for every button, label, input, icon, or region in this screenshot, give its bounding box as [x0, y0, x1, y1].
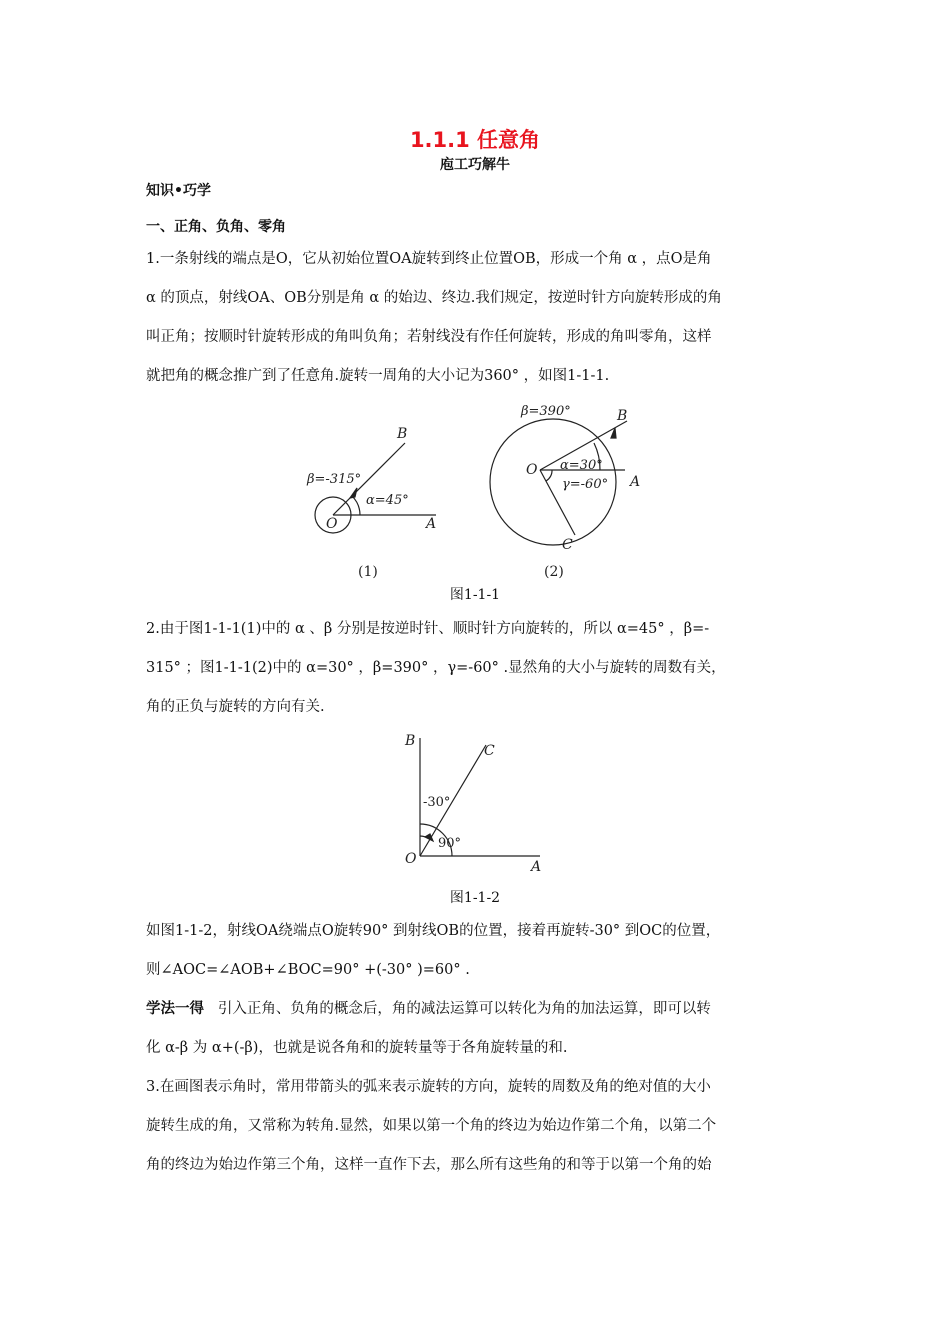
fig1-sublabel-2: (2) [544, 564, 564, 580]
paragraph-1-line: 就把角的概念推广到了任意角.旋转一周角的大小记为360° ，如图1-1-1. [146, 368, 610, 384]
fig2-label-neg30: -30° [423, 795, 451, 810]
paragraph-1-line: 叫正角；按顺时针旋转形成的角叫负角；若射线没有作任何旋转，形成的角叫零角，这样 [146, 329, 712, 345]
fig2-label-a: A [531, 859, 542, 875]
fig1-right-label-b: B [617, 408, 628, 424]
paragraph-4-line: 3.在画图表示角时，常用带箭头的弧来表示旋转的方向，旋转的周数及角的绝对值的大小 [146, 1079, 711, 1095]
paragraph-2-line: 315° ；图1-1-1(2)中的 α=30° ，β=390° ，γ=-60° .显然角的大小与旋转的周数有关， [146, 660, 726, 676]
fig2-label-c: C [484, 743, 495, 759]
page-title: 1.1.1 任意角 [409, 128, 541, 152]
fig1-right-label-a: A [630, 474, 641, 490]
fig1-left-label-b: B [397, 426, 408, 442]
study-tip-label: 学法一得 [146, 1001, 204, 1017]
study-tip-line-2: 化 α-β 为 α+(-β)，也就是说各角和的旋转量等于各角旋转量的和. [146, 1040, 568, 1056]
fig1-left-label-alpha: α=45° [366, 493, 409, 508]
section-heading-knowledge: 知识•巧学 [146, 183, 211, 199]
fig1-left-label-o: O [326, 516, 338, 532]
paragraph-3 [146, 912, 816, 990]
fig2-label-o: O [405, 851, 417, 867]
paragraph-4-line: 角的终边为始边作第三个角，这样一直作下去，那么所有这些角的和等于以第一个角的始 [146, 1157, 712, 1173]
fig1-left-label-beta: β=-315° [307, 472, 362, 487]
study-tip [146, 990, 816, 1068]
paragraph-3-line: 则∠AOC=∠AOB+∠BOC=90° +(-30° )=60° . [146, 962, 470, 978]
fig2-label-90: 90° [438, 836, 462, 851]
fig2-label-b: B [405, 733, 416, 749]
paragraph-1-line: α 的顶点，射线OA、OB分别是角 α 的始边、终边.我们规定，按逆时针方向旋转形成的角 [146, 290, 722, 306]
page-subtitle: 庖工巧解牛 [440, 157, 510, 173]
fig1-right-label-beta: β=390° [521, 404, 571, 419]
paragraph-3-line: 如图1-1-2，射线OA绕端点O旋转90° 到射线OB的位置，接着再旋转-30° 到OC的位置， [146, 923, 721, 939]
study-tip-text: 引入正角、负角的概念后，角的减法运算可以转化为角的加法运算，即可以转 [217, 1001, 711, 1017]
figure-1-1-1-caption: 图1-1-1 [449, 587, 501, 603]
fig1-left-label-a: A [426, 516, 437, 532]
fig1-right-label-c: C [562, 537, 573, 553]
fig1-right-label-alpha: α=30° [560, 458, 603, 473]
figure-1-1-1 [0, 400, 950, 580]
paragraph-2-line: 角的正负与旋转的方向有关. [146, 699, 325, 715]
fig1-right-label-gamma: γ=-60° [562, 477, 609, 492]
fig1-left-alpha-arc [352, 496, 360, 515]
paragraph-2-line: 2.由于图1-1-1(1)中的 α 、β 分别是按逆时针、顺时针方向旋转的，所以 α=45° ，β=- [146, 621, 710, 637]
figure-1-1-2-caption: 图1-1-2 [449, 890, 501, 906]
paragraph-1 [146, 240, 816, 396]
paragraph-4-line: 旋转生成的角，又常称为转角.显然，如果以第一个角的终边为始边作第二个角，以第二个 [146, 1118, 717, 1134]
fig1-right-label-o: O [526, 462, 538, 478]
study-tip-line [146, 990, 816, 1029]
paragraph-4 [146, 1068, 816, 1185]
paragraph-1-line: 1.一条射线的端点是O，它从初始位置OA旋转到终止位置OB，形成一个角 α ，点O是角 [146, 251, 712, 267]
fig1-sublabel-1: (1) [358, 564, 378, 580]
section-heading-angles: 一、正角、负角、零角 [146, 219, 286, 235]
figure-1-1-2 [0, 730, 950, 880]
paragraph-2 [146, 610, 816, 727]
fig1-left-beta-arrow [350, 488, 357, 498]
fig1-right-gamma-arc [546, 470, 552, 481]
